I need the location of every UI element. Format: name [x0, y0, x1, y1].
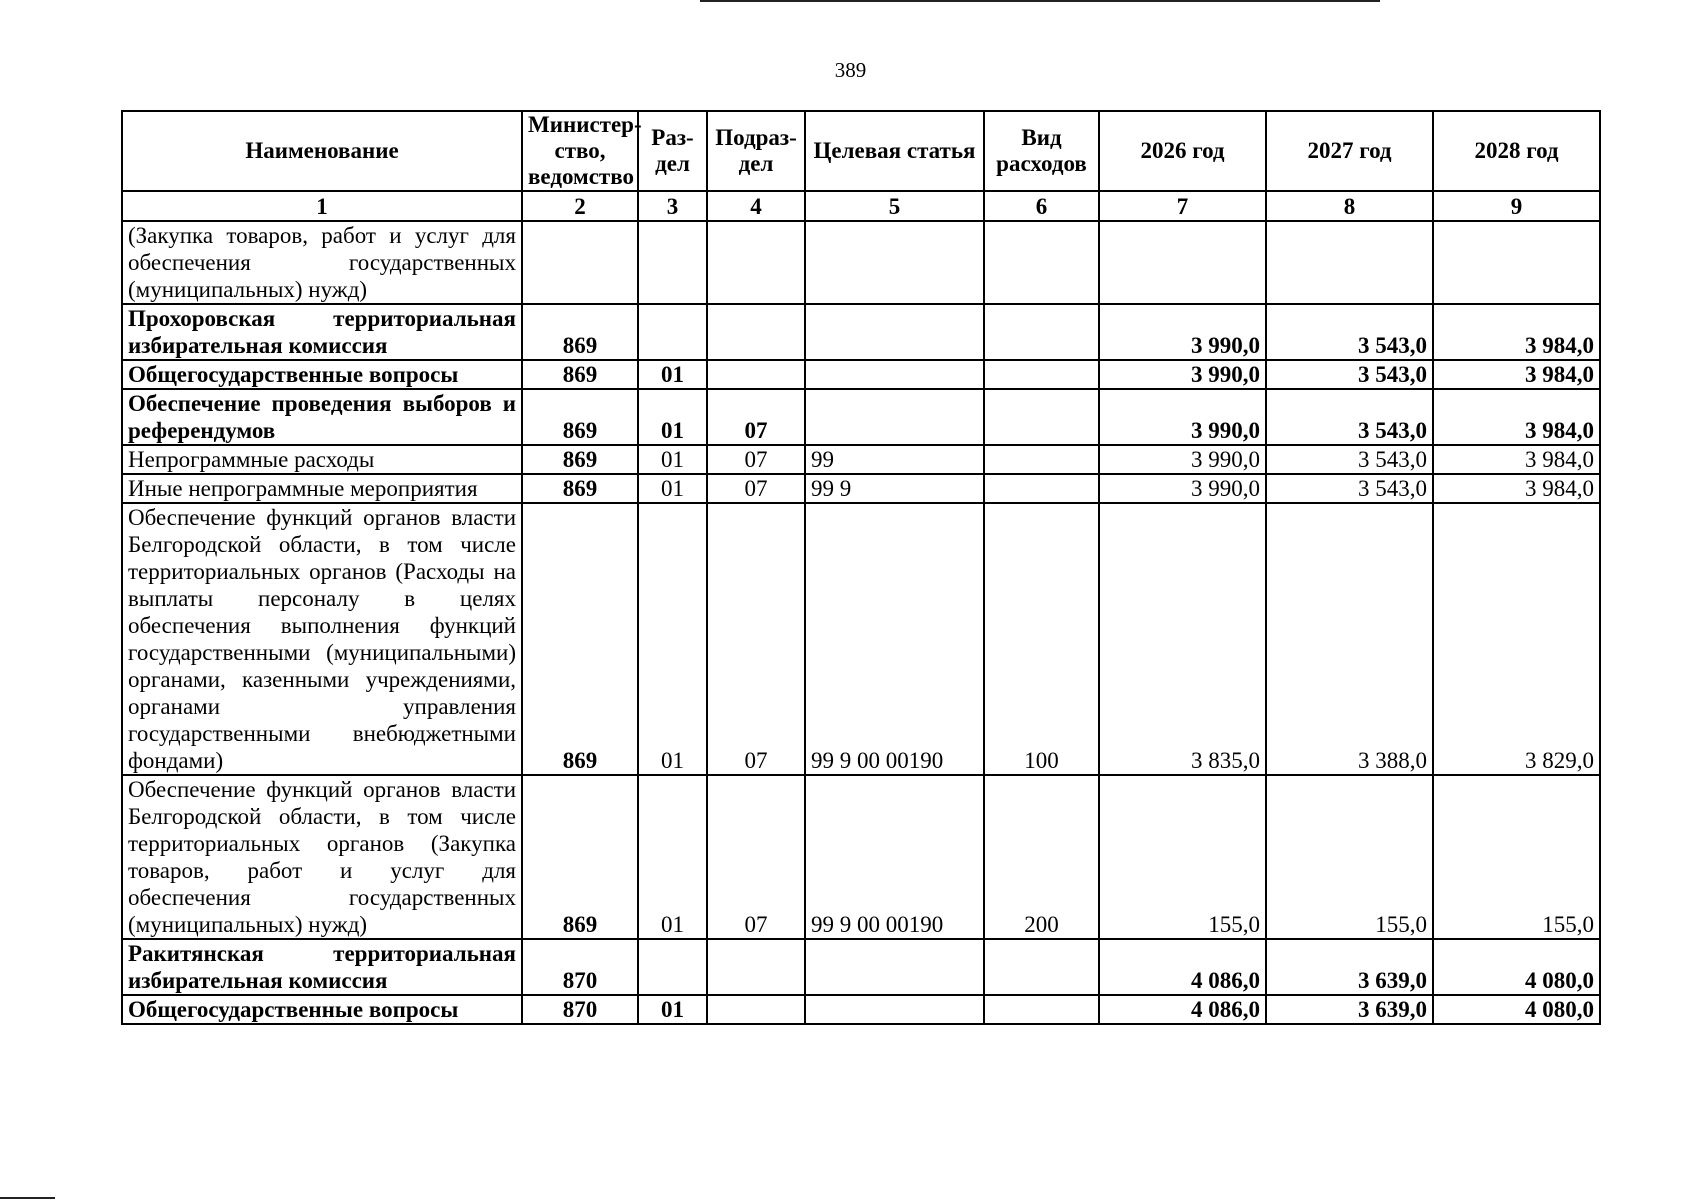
row-subsection: 07	[707, 445, 805, 474]
table-row	[122, 221, 1600, 304]
row-subsection: 07	[707, 389, 805, 445]
row-2026: 3 990,0	[1099, 304, 1266, 360]
column-number: 8	[1266, 191, 1433, 221]
header-2027: 2027 год	[1266, 111, 1433, 191]
row-subsection	[707, 304, 805, 360]
row-2028	[1433, 221, 1600, 304]
row-ministry: 869	[522, 474, 638, 503]
row-target	[805, 995, 984, 1024]
row-subsection	[707, 995, 805, 1024]
row-kind	[984, 445, 1099, 474]
row-ministry: 869	[522, 503, 638, 775]
row-kind	[984, 995, 1099, 1024]
row-subsection	[707, 939, 805, 995]
row-2028: 3 984,0	[1433, 304, 1600, 360]
row-target	[805, 389, 984, 445]
row-kind	[984, 360, 1099, 389]
row-target: 99	[805, 445, 984, 474]
table-row	[122, 939, 1600, 995]
row-name: Прохоровская территориальная избирательная комиссия	[122, 304, 522, 360]
row-2028: 3 984,0	[1433, 389, 1600, 445]
row-2026: 155,0	[1099, 775, 1266, 939]
table-row	[122, 389, 1600, 445]
row-kind: 100	[984, 503, 1099, 775]
row-name: Непрограммные расходы	[122, 445, 522, 474]
table-body	[122, 221, 1600, 1024]
row-2027: 3 543,0	[1266, 474, 1433, 503]
row-2027: 3 639,0	[1266, 939, 1433, 995]
column-number: 2	[522, 191, 638, 221]
column-number: 4	[707, 191, 805, 221]
row-2028: 3 984,0	[1433, 360, 1600, 389]
row-subsection	[707, 360, 805, 389]
row-ministry: 869	[522, 360, 638, 389]
row-name: Обеспечение функций органов власти Белгородской области, в том числе территориальных органов (Закупка товаров, работ и услуг для обеспечения государственных (муниципальных) нужд)	[122, 775, 522, 939]
row-2026: 3 990,0	[1099, 360, 1266, 389]
column-number: 1	[122, 191, 522, 221]
row-target	[805, 304, 984, 360]
row-kind	[984, 389, 1099, 445]
row-2028: 3 829,0	[1433, 503, 1600, 775]
row-2027: 3 388,0	[1266, 503, 1433, 775]
row-section: 01	[638, 445, 707, 474]
row-name: Иные непрограммные мероприятия	[122, 474, 522, 503]
column-number: 5	[805, 191, 984, 221]
row-2027: 3 639,0	[1266, 995, 1433, 1024]
scan-bottom-line	[0, 1197, 55, 1199]
row-ministry: 870	[522, 995, 638, 1024]
row-subsection: 07	[707, 474, 805, 503]
row-target: 99 9 00 00190	[805, 503, 984, 775]
row-name: Ракитянская территориальная избирательная комиссия	[122, 939, 522, 995]
row-kind	[984, 304, 1099, 360]
row-2027: 3 543,0	[1266, 360, 1433, 389]
row-2028: 4 080,0	[1433, 939, 1600, 995]
header-row	[122, 111, 1600, 191]
row-2026: 4 086,0	[1099, 939, 1266, 995]
table-row	[122, 995, 1600, 1024]
header-ministry: Министер-ство, ведомство	[522, 111, 638, 191]
scan-top-line	[700, 0, 1380, 2]
row-kind: 200	[984, 775, 1099, 939]
row-name: Обеспечение проведения выборов и референдумов	[122, 389, 522, 445]
table-row	[122, 360, 1600, 389]
row-2028: 4 080,0	[1433, 995, 1600, 1024]
row-2026: 4 086,0	[1099, 995, 1266, 1024]
row-2027: 3 543,0	[1266, 304, 1433, 360]
row-2027: 3 543,0	[1266, 445, 1433, 474]
row-ministry: 869	[522, 304, 638, 360]
header-kind: Вид расходов	[984, 111, 1099, 191]
row-subsection: 07	[707, 503, 805, 775]
row-target	[805, 360, 984, 389]
row-ministry	[522, 221, 638, 304]
column-number: 3	[638, 191, 707, 221]
row-section	[638, 939, 707, 995]
row-ministry: 870	[522, 939, 638, 995]
row-name: (Закупка товаров, работ и услуг для обеспечения государственных (муниципальных) нужд)	[122, 221, 522, 304]
row-target	[805, 221, 984, 304]
header-2028: 2028 год	[1433, 111, 1600, 191]
row-target: 99 9	[805, 474, 984, 503]
row-kind	[984, 474, 1099, 503]
header-subsection: Подраз-дел	[707, 111, 805, 191]
row-section: 01	[638, 360, 707, 389]
budget-table	[121, 110, 1601, 1025]
header-2026: 2026 год	[1099, 111, 1266, 191]
row-2027: 3 543,0	[1266, 389, 1433, 445]
header-section: Раз-дел	[638, 111, 707, 191]
row-2026: 3 835,0	[1099, 503, 1266, 775]
table-row	[122, 445, 1600, 474]
row-subsection	[707, 221, 805, 304]
row-target	[805, 939, 984, 995]
row-section	[638, 304, 707, 360]
page-number: 389	[834, 58, 867, 82]
row-2027	[1266, 221, 1433, 304]
row-name: Общегосударственные вопросы	[122, 995, 522, 1024]
row-2028: 3 984,0	[1433, 474, 1600, 503]
column-number-row	[122, 191, 1600, 221]
row-section: 01	[638, 389, 707, 445]
row-2028: 3 984,0	[1433, 445, 1600, 474]
row-section: 01	[638, 775, 707, 939]
table-row	[122, 775, 1600, 939]
row-2028: 155,0	[1433, 775, 1600, 939]
row-ministry: 869	[522, 389, 638, 445]
row-target: 99 9 00 00190	[805, 775, 984, 939]
column-number: 6	[984, 191, 1099, 221]
row-section: 01	[638, 995, 707, 1024]
row-subsection: 07	[707, 775, 805, 939]
row-section	[638, 221, 707, 304]
row-section: 01	[638, 503, 707, 775]
table-row	[122, 503, 1600, 775]
table-row	[122, 304, 1600, 360]
column-number: 9	[1433, 191, 1600, 221]
header-name: Наименование	[122, 111, 522, 191]
row-section: 01	[638, 474, 707, 503]
row-kind	[984, 939, 1099, 995]
row-2027: 155,0	[1266, 775, 1433, 939]
row-2026: 3 990,0	[1099, 474, 1266, 503]
row-2026	[1099, 221, 1266, 304]
row-2026: 3 990,0	[1099, 445, 1266, 474]
header-target: Целевая статья	[805, 111, 984, 191]
row-name: Обеспечение функций органов власти Белгородской области, в том числе территориальных органов (Расходы на выплаты персоналу в целях обеспечения выполнения функций государственными (муниципальными) органами, казенными учреждениями, органами управления государственными внебюджетными фондами)	[122, 503, 522, 775]
row-kind	[984, 221, 1099, 304]
row-ministry: 869	[522, 445, 638, 474]
row-name: Общегосударственные вопросы	[122, 360, 522, 389]
row-ministry: 869	[522, 775, 638, 939]
row-2026: 3 990,0	[1099, 389, 1266, 445]
column-number: 7	[1099, 191, 1266, 221]
table-row	[122, 474, 1600, 503]
